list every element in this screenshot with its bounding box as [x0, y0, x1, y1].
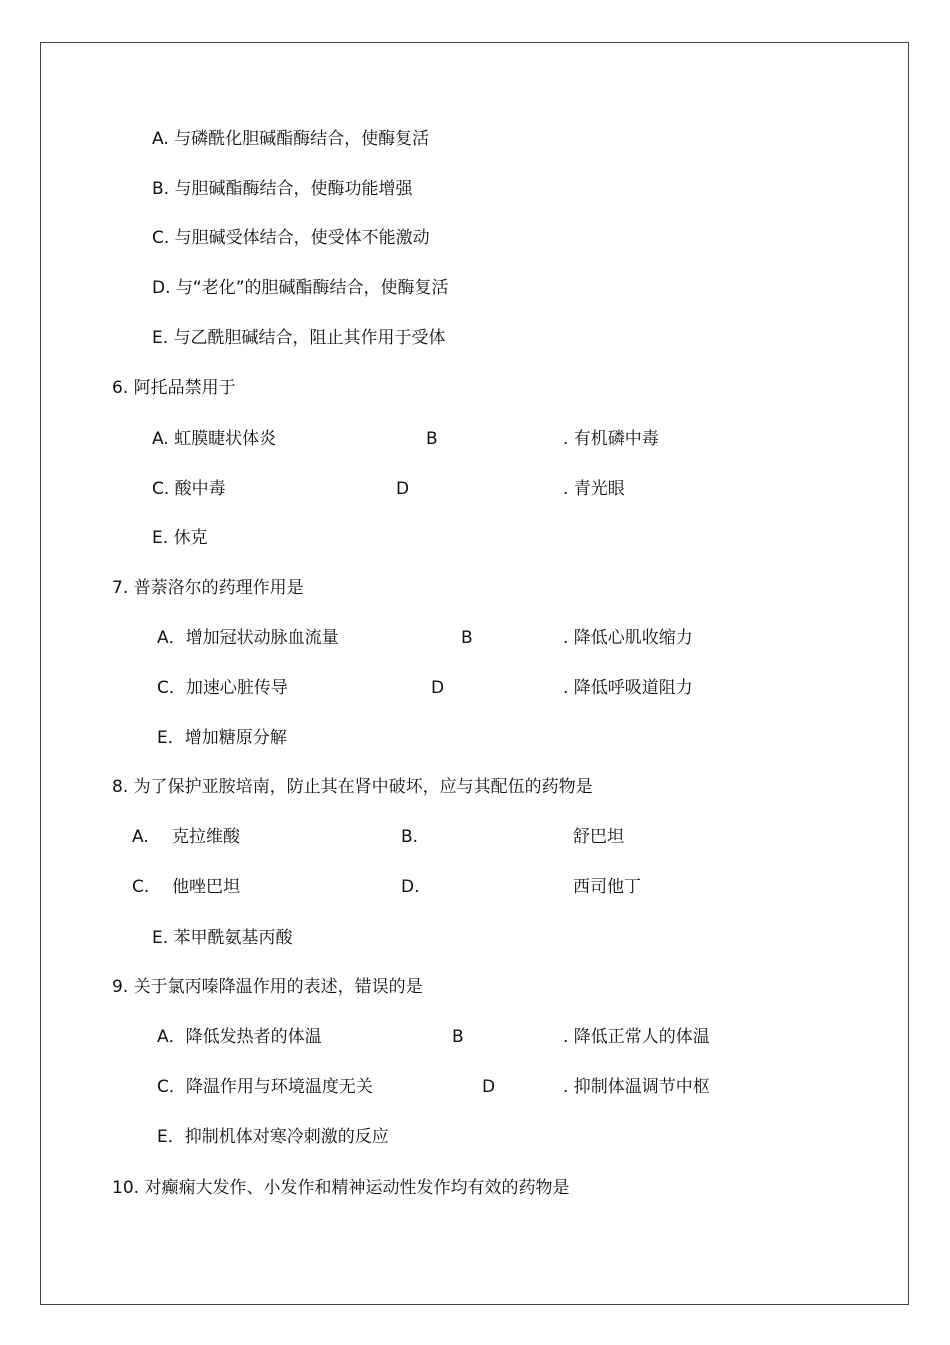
q5-option-a: A. 与磷酰化胆碱酯酶结合，使酶复活 — [152, 129, 430, 149]
q6-option-a: A. 虹膜睫状体炎 — [152, 429, 277, 449]
q8-option-b-letter: B. — [401, 827, 419, 847]
q8-option-b-text: 舒巴坦 — [573, 827, 624, 847]
q7-option-b-text: . 降低心肌收缩力 — [563, 628, 693, 648]
q9-option-b-text: . 降低正常人的体温 — [563, 1027, 710, 1047]
q6-option-b-letter: B — [426, 429, 438, 449]
q6-option-d-text: . 青光眼 — [563, 479, 625, 499]
q7-option-a: A．增加冠状动脉血流量 — [157, 628, 339, 648]
q5-option-e: E. 与乙酰胆碱结合，阻止其作用于受体 — [152, 328, 446, 348]
q6-option-e: E. 休克 — [152, 528, 208, 548]
q5-option-b: B. 与胆碱酯酶结合，使酶功能增强 — [152, 179, 413, 199]
q8-option-d-text: 西司他丁 — [573, 877, 641, 897]
q7-option-d-text: . 降低呼吸道阻力 — [563, 678, 693, 698]
q5-option-d: D. 与“老化”的胆碱酯酶结合，使酶复活 — [152, 278, 449, 298]
q6-option-c: C. 酸中毒 — [152, 479, 226, 499]
q9-option-b-letter: B — [452, 1027, 464, 1047]
q7-option-d-letter: D — [431, 678, 445, 698]
q8-option-c-text: 他唑巴坦 — [172, 877, 240, 897]
q10-question: 10. 对癫痫大发作、小发作和精神运动性发作均有效的药物是 — [112, 1178, 570, 1198]
q8-option-c-letter: C. — [132, 877, 150, 897]
q6-option-b-text: . 有机磷中毒 — [563, 429, 659, 449]
q9-option-a: A．降低发热者的体温 — [157, 1027, 322, 1047]
q8-option-d-letter: D. — [401, 877, 420, 897]
q6-question: 6. 阿托品禁用于 — [112, 378, 236, 398]
q9-option-c: C．降温作用与环境温度无关 — [157, 1077, 373, 1097]
q9-option-e: E．抑制机体对寒冷刺激的反应 — [157, 1127, 389, 1147]
q7-option-c: C．加速心脏传导 — [157, 678, 288, 698]
q8-option-e: E. 苯甲酰氨基丙酸 — [152, 928, 293, 948]
q8-option-a-text: 克拉维酸 — [172, 827, 240, 847]
q5-option-c: C. 与胆碱受体结合，使受体不能激动 — [152, 228, 430, 248]
q7-option-e: E．增加糖原分解 — [157, 728, 287, 748]
q7-option-b-letter: B — [461, 628, 473, 648]
q9-question: 9. 关于氯丙嗪降温作用的表述，错误的是 — [112, 977, 423, 997]
q8-option-a-letter: A. — [132, 827, 149, 847]
q7-question: 7. 普萘洛尔的药理作用是 — [112, 578, 304, 598]
q9-option-d-text: . 抑制体温调节中枢 — [563, 1077, 710, 1097]
q8-question: 8. 为了保护亚胺培南，防止其在肾中破坏，应与其配伍的药物是 — [112, 777, 593, 797]
q9-option-d-letter: D — [482, 1077, 496, 1097]
q6-option-d-letter: D — [396, 479, 410, 499]
